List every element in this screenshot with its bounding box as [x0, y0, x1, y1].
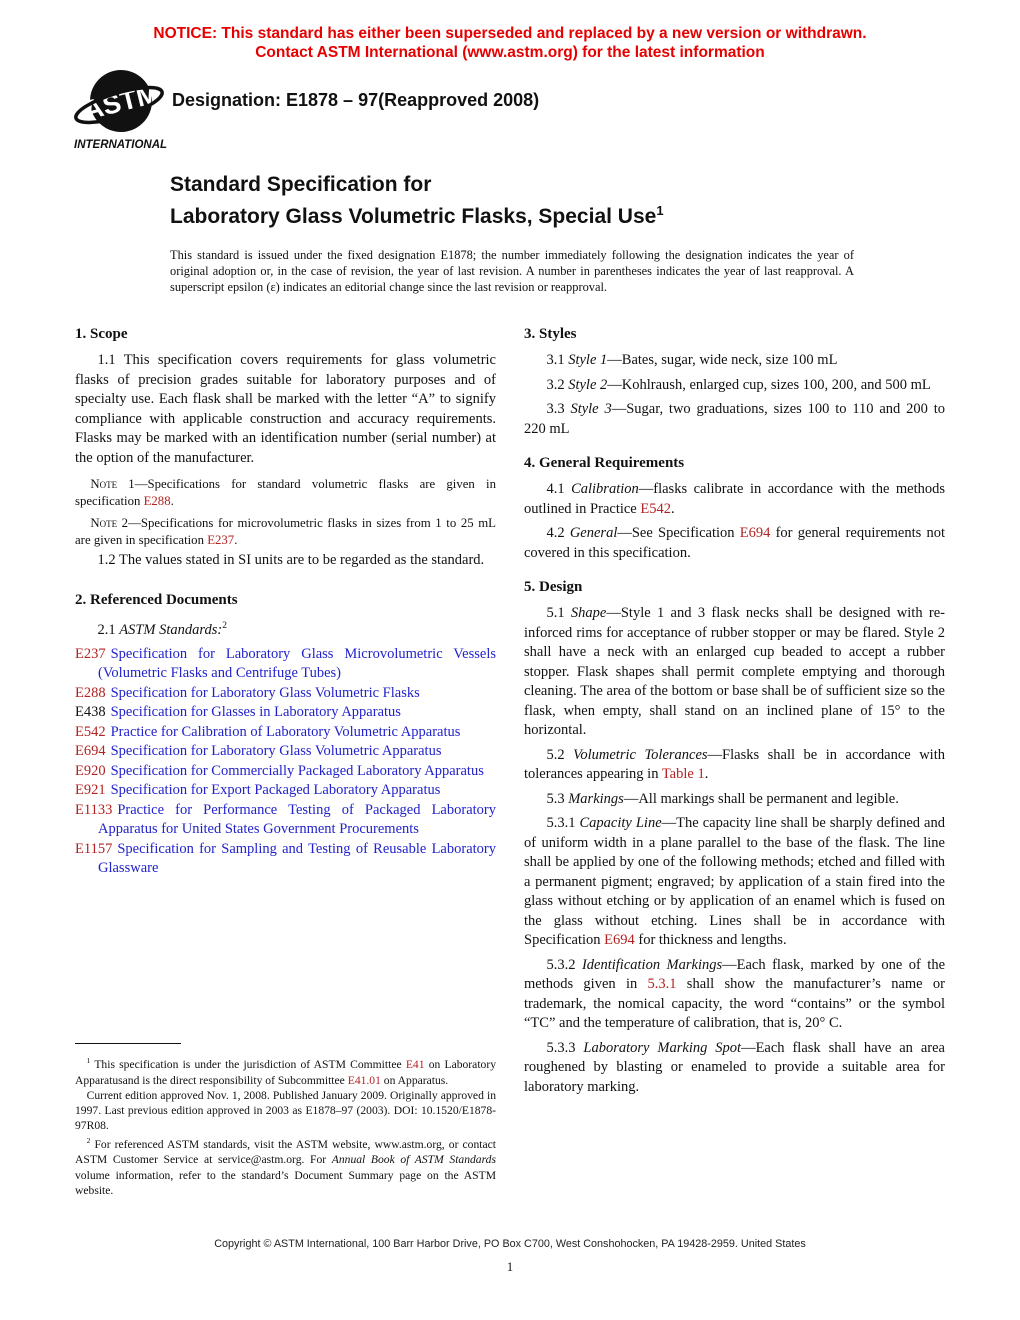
heading-scope: 1. Scope — [75, 326, 128, 342]
para-4-2: 4.2 General—See Specification E694 for general requirements not covered in this specification. — [524, 525, 946, 561]
standard-code-link[interactable]: E237 — [75, 645, 106, 662]
note-1: Note 1—Specifications for standard volumetric flasks are given in specification E288. — [75, 477, 496, 508]
reference-item — [75, 801, 496, 840]
notice-line-2: Contact ASTM International (www.astm.org) for the latest information — [255, 44, 765, 61]
left-column — [75, 322, 496, 1198]
reference-item — [75, 703, 496, 723]
para-5-1: 5.1 Shape—Style 1 and 3 flask necks shall be designed with re-inforced rims for acceptance of rubber stopper or may be flared. Style 2 shall have a neck with an enlarged cup beaded to accept a rubber stopper. Flask shapes shall permit complete emptying and thorough cleaning. The area of the bottom or base shall be of sufficient size so the flask, when empty, shall stand on an inclined plane of 15° to the horizontal. — [524, 605, 945, 738]
para-3-2: 3.2 Style 2—Kohlraush, enlarged cup, sizes 100, 200, and 500 mL — [546, 376, 931, 393]
note-2: Note 2—Specifications for microvolumetric flasks in sizes from 1 to 25 mL are given in specification E237. — [75, 516, 496, 547]
standard-title-link[interactable]: Practice for Performance Testing of Packaged Laboratory Apparatus for United States Government Procurements — [98, 801, 496, 838]
reference-item — [75, 723, 496, 743]
link-e694[interactable]: E694 — [739, 525, 771, 541]
reference-item — [75, 742, 496, 762]
designation-line: Designation: E1878 – 97(Reapproved 2008) — [172, 90, 540, 110]
page-number: 1 — [506, 1260, 514, 1274]
heading-design: 5. Design — [524, 579, 583, 595]
para-4-1: 4.1 Calibration—flasks calibrate in accordance with the methods outlined in Practice E542. — [524, 481, 945, 517]
supersession-notice — [0, 24, 1020, 62]
footnote-2: $^2$ For referenced ASTM standards, visit the ASTM website, www.astm.org, or contact ASTM Customer Service at service@astm.org. For Annual Book of ASTM Standards volume information, refer to the standard’s Document Summary page on the ASTM website. — [75, 1136, 496, 1197]
link-e237[interactable]: E237 — [207, 532, 235, 547]
standard-code-link[interactable]: E921 — [75, 782, 106, 799]
reference-item — [75, 762, 496, 782]
para-3-1: 3.1 Style 1—Bates, sugar, wide neck, size 100 mL — [546, 352, 838, 368]
para-1-1: 1.1 This specification covers requirements for glass volumetric flasks of precision grades suitable for laboratory purposes and of specialty use. Each flask shall be marked with the letter “A” to signify compliance with applicable construction and accuracy requirements. Flasks may be marked with an identification number (serial number) at the option of the manufacturer. — [75, 352, 496, 466]
para-5-3-3: 5.3.3 Laboratory Marking Spot—Each flask shall have an area roughened by blasting or enameled to provide a suitable area for laboratory marking. — [524, 1039, 945, 1095]
astm-logo-text: ASTM — [80, 78, 162, 126]
footnote-1-edition: Current edition approved Nov. 1, 2008. Published January 2009. Originally approved in 1997. Last previous edition approved in 2003 as E1878–97 (2003). DOI: 10.1520/E1878-97R08. — [75, 1088, 496, 1133]
note-2-label: Note 2 — [90, 516, 129, 530]
para-1-2: 1.2 The values stated in SI units are to be regarded as the standard. — [97, 552, 485, 568]
page-title — [170, 172, 870, 230]
standard-preamble: This standard is issued under the fixed designation E1878; the number immediately following the designation indicates the year of original adoption or, in the case of revision, the year of last revision. A number in parentheses indicates the year of last reapproval. A superscript epsilon (ε) indicates an editorial change since the last revision or reapproval. — [170, 248, 854, 294]
standard-title-link[interactable]: Specification for Commercially Packaged Laboratory Apparatus — [110, 762, 484, 779]
para-5-2: 5.2 Volumetric Tolerances—Flasks shall be in accordance with tolerances appearing in Table 1. — [524, 746, 945, 782]
title-line-2: Laboratory Glass Volumetric Flasks, Special Use$^1$ — [170, 203, 664, 228]
astm-logo-subtext: INTERNATIONAL — [74, 139, 167, 151]
column-spacer — [75, 879, 496, 1044]
footnote-ref-2: 2 — [222, 620, 227, 631]
heading-referenced-documents: 2. Referenced Documents — [75, 591, 238, 608]
reference-item — [75, 840, 496, 879]
reference-item — [75, 645, 496, 684]
link-e41-01[interactable]: E41.01 — [347, 1073, 381, 1087]
right-column — [524, 322, 945, 1198]
title-line-1: Standard Specification for — [170, 173, 432, 196]
footnote-1: $^1$ This specification is under the jurisdiction of ASTM Committee E41 on Laboratory Apparatusand is the direct responsibility of Subcommittee E41.01 on Apparatus. — [75, 1056, 496, 1087]
reference-item — [75, 684, 496, 704]
body-columns — [75, 322, 945, 1198]
title-footnote-ref: 1 — [656, 203, 664, 218]
para-5-3-2: 5.3.2 Identification Markings—Each flask, marked by one of the methods given in 5.3.1 shall show the manufacturer’s name or trademark, the nomical capacity, the word “contains” or the symbol “TC” and the temperature of calibration, that is, 20° C. — [524, 956, 946, 1031]
link-e288[interactable]: E288 — [143, 493, 171, 508]
standard-code-link[interactable]: E694 — [75, 743, 106, 760]
astm-globe-icon — [72, 68, 167, 153]
standard-title-link[interactable]: Specification for Laboratory Glass Volumetric Apparatus — [110, 743, 442, 760]
para-2-1: 2.1 ASTM Standards:$^2$ — [97, 620, 227, 638]
note-1-label: Note 1 — [90, 477, 135, 491]
standard-code-link[interactable]: E288 — [75, 684, 106, 701]
standard-title-link[interactable]: Specification for Glasses in Laboratory Apparatus — [110, 704, 401, 721]
notice-line-1: NOTICE: This standard has either been superseded and replaced by a new version or withdrawn. — [153, 25, 867, 42]
astm-logo — [72, 68, 167, 153]
link-e41[interactable]: E41 — [405, 1058, 425, 1072]
standard-title-link[interactable]: Practice for Calibration of Laboratory Volumetric Apparatus — [110, 723, 461, 740]
footnotes — [75, 1043, 496, 1198]
reference-item — [75, 781, 496, 801]
para-5-3-1: 5.3.1 Capacity Line—The capacity line shall be sharply defined and of uniform width in a plane parallel to the base of the flask. The line shall be applied by one of the following methods; etched and filled with a permanent pigment; engraved; by application of a stain fired into the glass without etching or by application of an enamel which is fused on the glass without etching. Lines shall be in accordance with Specification E694 for thickness and lengths. — [524, 815, 945, 948]
standard-code-link[interactable]: E542 — [75, 723, 106, 740]
para-5-3: 5.3 Markings—All markings shall be permanent and legible. — [546, 790, 899, 807]
standard-code-label: E438 — [75, 704, 106, 721]
standard-code-link[interactable]: E920 — [75, 762, 106, 779]
standard-code-link[interactable]: E1157 — [75, 840, 113, 857]
link-table-1[interactable]: Table 1 — [661, 766, 705, 782]
link-e694-thickness[interactable]: E694 — [604, 932, 635, 948]
link-5-3-1[interactable]: 5.3.1 — [647, 976, 677, 992]
standard-title-link[interactable]: Specification for Export Packaged Laboratory Apparatus — [110, 782, 441, 799]
heading-styles: 3. Styles — [524, 326, 577, 342]
footnote-rule — [75, 1043, 181, 1044]
standard-code-link[interactable]: E1133 — [75, 801, 113, 818]
link-e542[interactable]: E542 — [640, 500, 671, 517]
standard-title-link[interactable]: Specification for Sampling and Testing of Reusable Laboratory Glassware — [98, 840, 496, 877]
heading-general-requirements: 4. General Requirements — [524, 455, 685, 471]
standard-title-link[interactable]: Specification for Laboratory Glass Microvolumetric Vessels (Volumetric Flasks and Centrifuge Tubes) — [98, 645, 496, 682]
standard-title-link[interactable]: Specification for Laboratory Glass Volumetric Flasks — [110, 684, 420, 701]
para-3-3: 3.3 Style 3—Sugar, two graduations, sizes 100 to 110 and 200 to 220 mL — [524, 401, 945, 437]
copyright-line: Copyright © ASTM International, 100 Barr Harbor Drive, PO Box C700, West Conshohocken, PA 19428-2959. United States — [214, 1238, 806, 1250]
